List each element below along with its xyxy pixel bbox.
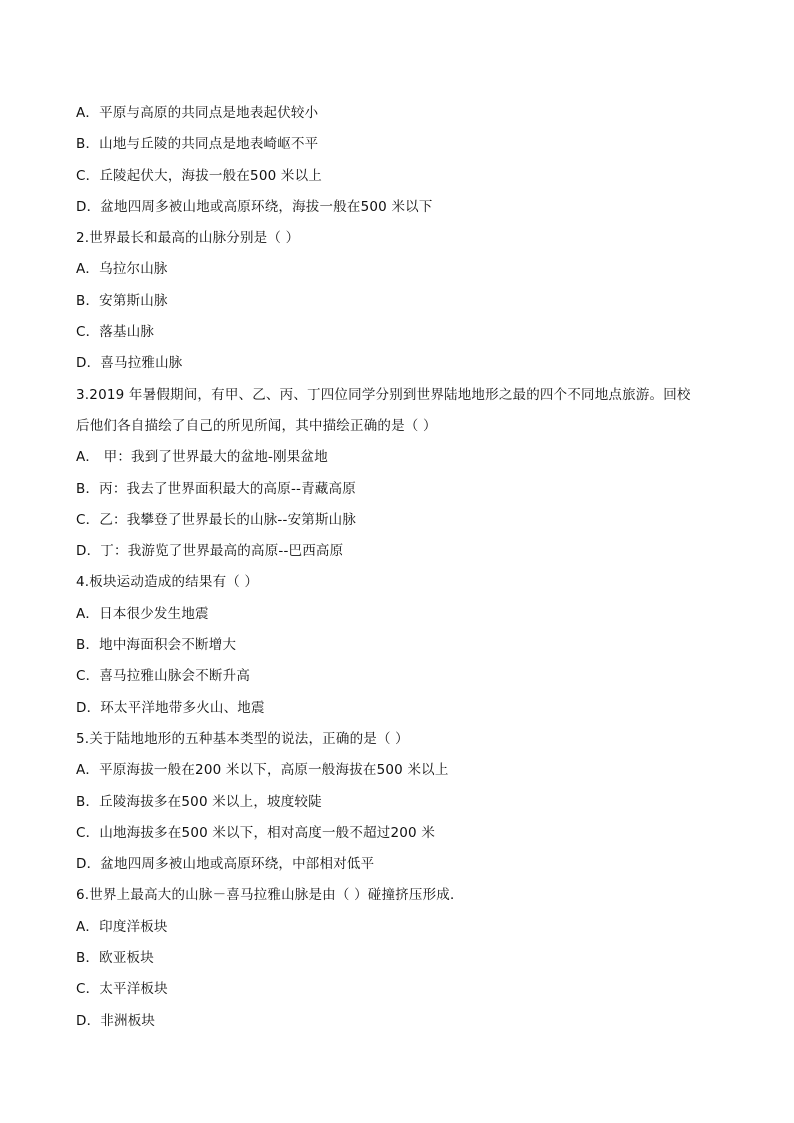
q2-option-a: A．乌拉尔山脉 [76,261,168,278]
q5-option-d: D．盆地四周多被山地或高原环绕，中部相对低平 [76,856,375,873]
q3-option-b: B．丙：我去了世界面积最大的高原--青藏高原 [76,480,356,497]
q5-stem: 5.关于陆地地形的五种基本类型的说法，正确的是（ ） [76,730,409,747]
q1-option-b: B．山地与丘陵的共同点是地表崎岖不平 [76,136,319,153]
q3-stem-line1: 3.2019 年暑假期间，有甲、乙、丙、丁四位同学分别到世界陆地地形之最的四个不同地点旅游。回校 [76,386,691,403]
q6-option-b: B．欧亚板块 [76,950,154,967]
q1-option-a: A．平原与高原的共同点是地表起伏较小 [76,105,319,121]
q6-option-c: C．太平洋板块 [76,981,168,998]
q3-stem-line2: 后他们各自描绘了自己的所见所闻，其中描绘正确的是（ ） [76,417,437,434]
q2-stem: 2.世界最长和最高的山脉分别是（ ） [76,230,300,247]
q1-option-c: C．丘陵起伏大，海拔一般在500 米以上 [76,167,322,184]
q4-option-d: D．环太平洋地带多火山、地震 [76,699,265,716]
q5-option-b: B．丘陵海拔多在500 米以上，坡度较陡 [76,793,322,810]
q3-option-d: D．丁：我游览了世界最高的高原--巴西高原 [76,543,344,560]
q4-option-c: C．喜马拉雅山脉会不断升高 [76,668,251,685]
q6-option-a: A．印度洋板块 [76,918,168,935]
q4-option-a: A．日本很少发生地震 [76,605,209,622]
q4-option-b: B．地中海面积会不断增大 [76,637,237,654]
q3-option-a: A． 甲：我到了世界最大的盆地-刚果盆地 [76,449,328,466]
q5-option-c: C．山地海拔多在500 米以下，相对高度一般不超过200 米 [76,824,436,841]
q4-stem: 4.板块运动造成的结果有（ ） [76,574,259,591]
q2-option-b: B．安第斯山脉 [76,292,168,309]
question-content [76,98,726,1037]
q2-option-d: D．喜马拉雅山脉 [76,355,183,372]
q2-option-c: C．落基山脉 [76,324,155,341]
q3-option-c: C．乙：我攀登了世界最长的山脉--安第斯山脉 [76,511,357,528]
q6-option-d: D．非洲板块 [76,1012,156,1029]
q6-stem: 6.世界上最高大的山脉－喜马拉雅山脉是由（ ）碰撞挤压形成． [76,887,464,904]
q5-option-a: A．平原海拔一般在200 米以下，高原一般海拔在500 米以上 [76,762,449,779]
q1-option-d: D．盆地四周多被山地或高原环绕，海拔一般在500 米以下 [76,198,433,215]
